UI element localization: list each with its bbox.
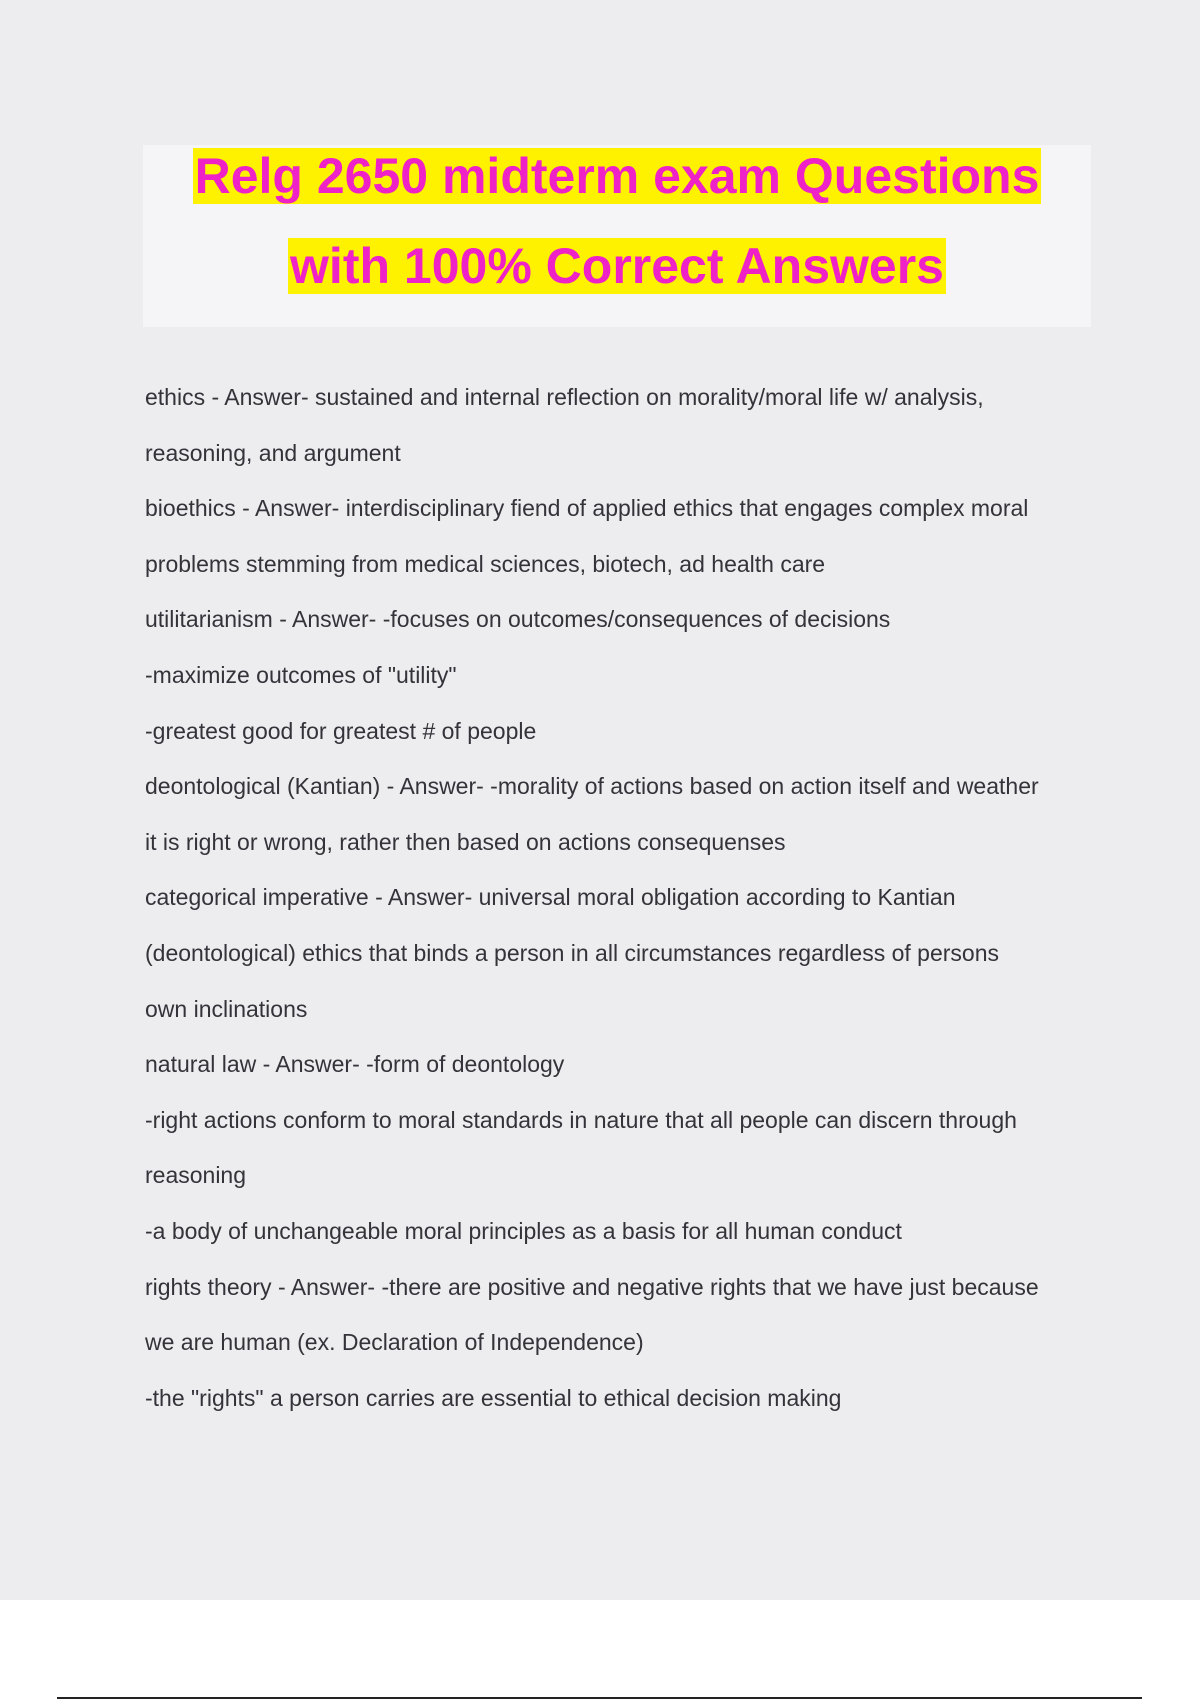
text-line: -the "rights" a person carries are essential to ethical decision making xyxy=(145,1384,842,1411)
text-line: own inclinations xyxy=(145,995,308,1022)
text-line: reasoning, and argument xyxy=(145,439,401,466)
text-line: reasoning xyxy=(145,1162,247,1189)
text-line: bioethics - Answer- interdisciplinary fiend of applied ethics that engages complex moral xyxy=(145,495,1029,522)
text-line: natural law - Answer- -form of deontology xyxy=(145,1051,565,1078)
text-line: -a body of unchangeable moral principles as a basis for all human conduct xyxy=(145,1217,902,1244)
text-line: categorical imperative - Answer- universal moral obligation according to Kantian xyxy=(145,884,956,911)
document-title-line-1: Relg 2650 midterm exam Questions xyxy=(194,148,1040,204)
text-line: problems stemming from medical sciences, biotech, ad health care xyxy=(145,550,826,577)
text-line: utilitarianism - Answer- -focuses on outcomes/consequences of decisions xyxy=(145,606,891,633)
qa-text-block xyxy=(145,370,1105,1426)
document-title-line-2: with 100% Correct Answers xyxy=(290,238,944,294)
text-line: -right actions conform to moral standards in nature that all people can discern through xyxy=(145,1106,1017,1133)
footer-divider xyxy=(57,1697,1142,1699)
text-line: -greatest good for greatest # of people xyxy=(145,717,537,744)
text-line: ethics - Answer- sustained and internal reflection on morality/moral life w/ analysis, xyxy=(145,384,984,410)
text-line: it is right or wrong, rather then based on actions consequenses xyxy=(145,828,786,855)
text-line: we are human (ex. Declaration of Independence) xyxy=(145,1329,644,1356)
text-line: rights theory - Answer- -there are positive and negative rights that we have just because xyxy=(145,1273,1039,1300)
text-line: (deontological) ethics that binds a person in all circumstances regardless of persons xyxy=(145,939,999,966)
text-line: -maximize outcomes of "utility" xyxy=(145,661,457,688)
text-line: deontological (Kantian) - Answer- -morality of actions based on action itself and weather xyxy=(145,773,1039,800)
